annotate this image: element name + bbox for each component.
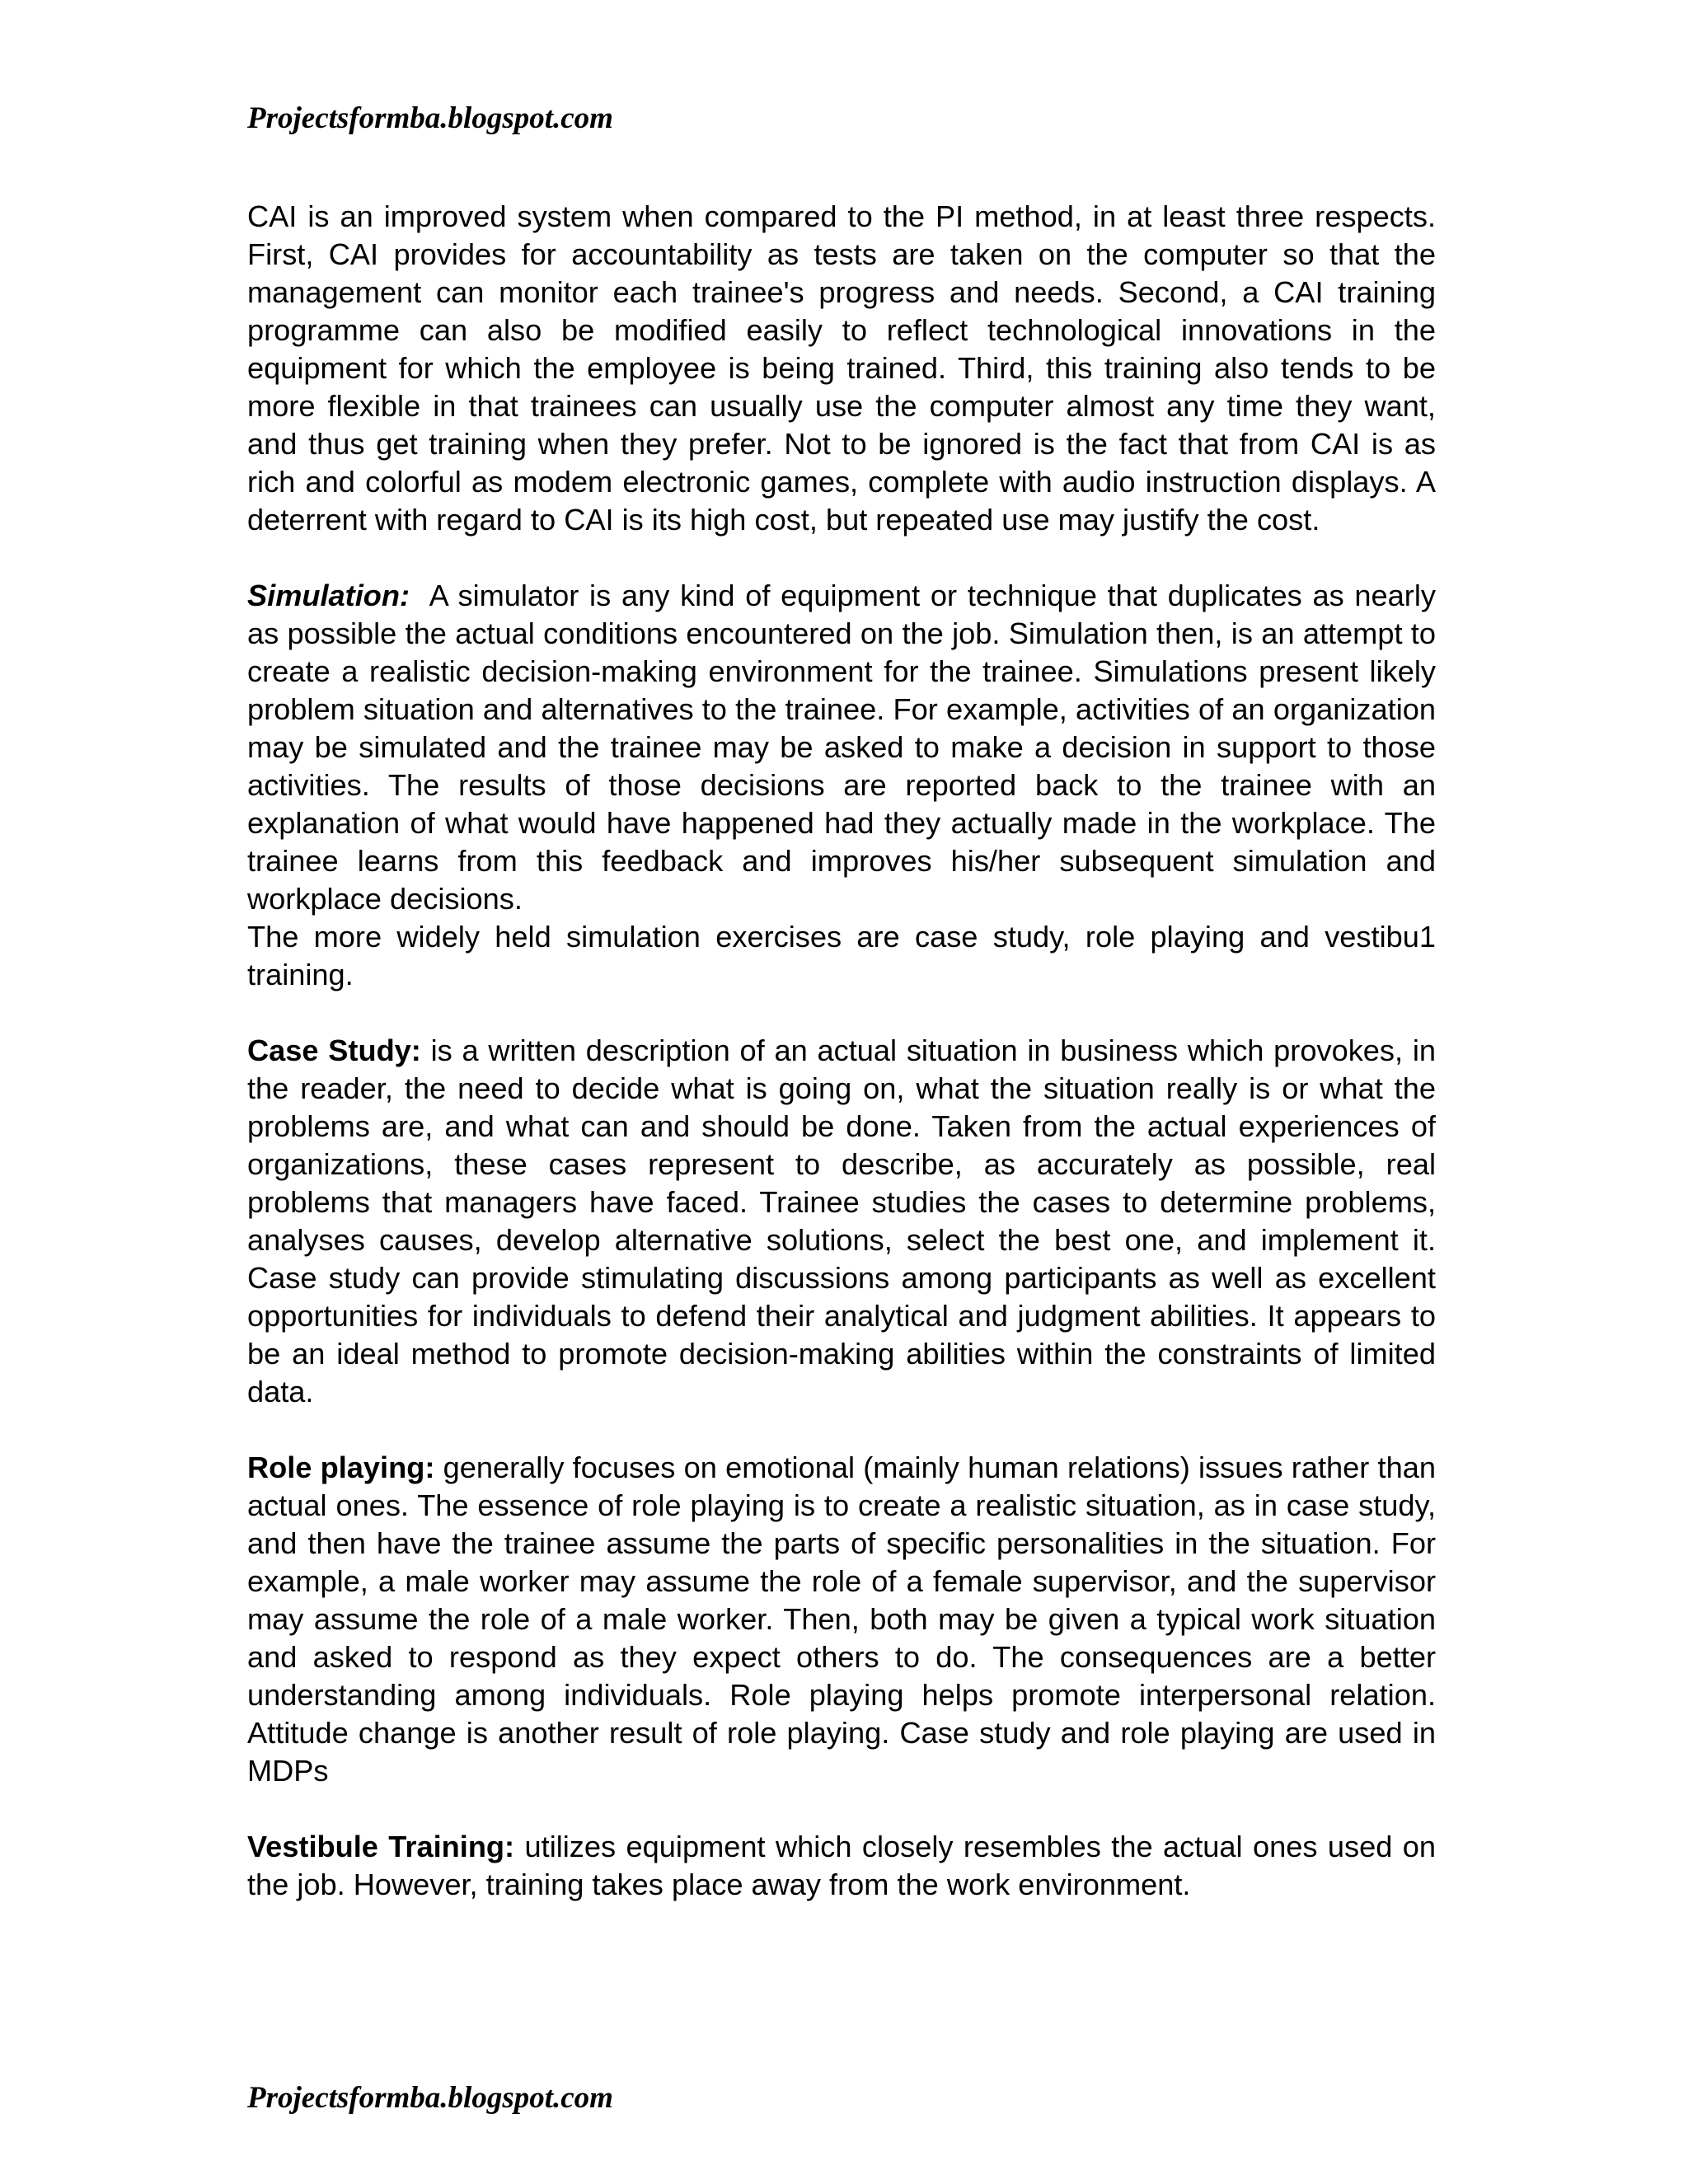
paragraph-cai-text: CAI is an improved system when compared to the PI method, in at least three respects. First, CAI provides for accountability as tests are taken on the computer so that the management can monitor each trainee's progress and needs. Second, a CAI training programme can also be modified easily to reflect technological innovations in the equipment for which the employee is being trained. Third, this training also tends to be more flexible in that trainees can usually use the computer almost any time they want, and thus get training when they prefer. Not to be ignored is the fact that from CAI is as rich and colorful as modem electronic games, complete with audio instruction displays. A deterrent with regard to CAI is its high cost, but repeated use may justify the cost. <box>247 199 1436 537</box>
paragraph-gap <box>247 1790 1436 1828</box>
paragraph-gap <box>247 1411 1436 1449</box>
paragraph-simulation-followup <box>247 918 1436 994</box>
term-simulation: Simulation: <box>247 579 410 612</box>
paragraph-cai <box>247 198 1436 539</box>
paragraph-role-playing-text: generally focuses on emotional (mainly human relations) issues rather than actual ones. The essence of role playing is to create a realistic situation, as in case study, and then have the trainee assume the parts of specific personalities in the situation. For example, a male worker may assume the role of a female supervisor, and the supervisor may assume the role of a male worker. Then, both may be given a typical work situation and asked to respond as they expect others to do. The consequences are a better understanding among individuals. Role playing helps promote interpersonal relation. Attitude change is another result of role playing. Case study and role playing are used in MDPs <box>247 1451 1436 1788</box>
paragraph-gap <box>247 539 1436 577</box>
paragraph-role-playing <box>247 1449 1436 1790</box>
paragraph-vestibule-text: utilizes equipment which closely resembles the actual ones used on the job. However, training takes place away from the work environment. <box>247 1830 1436 1901</box>
page-footer-site: Projectsformba.blogspot.com <box>247 2081 613 2115</box>
term-role-playing: Role playing: <box>247 1451 435 1484</box>
paragraph-vestibule <box>247 1828 1436 1904</box>
paragraph-simulation <box>247 577 1445 918</box>
paragraph-simulation-followup-text: The more widely held simulation exercises are case study, role playing and vestibu1 training. <box>247 920 1436 991</box>
paragraph-simulation-text: A simulator is any kind of equipment or technique that duplicates as nearly as possible the actual conditions encountered on the job. Simulation then, is an attempt to create a realistic decision-making environment for the trainee. Simulations present likely problem situation and alternatives to the trainee. For example, activities of an organization may be simulated and the trainee may be asked to make a decision in support to those activities. The results of those decisions are reported back to the trainee with an explanation of what would have happened had they actually made in the workplace. The trainee learns from this feedback and improves his/her subsequent simulation and workplace decisions. <box>247 579 1445 916</box>
paragraph-case-study-text: is a written description of an actual situation in business which provokes, in the reader, the need to decide what is going on, what the situation really is or what the problems are, and what can and should be done. Taken from the actual experiences of organizations, these cases represent to describe, as accurately as possible, real problems that managers have faced. Trainee studies the cases to determine problems, analyses causes, develop alternative solutions, select the best one, and implement it. Case study can provide stimulating discussions among participants as well as excellent opportunities for individuals to defend their analytical and judgment abilities. It appears to be an ideal method to promote decision-making abilities within the constraints of limited data. <box>247 1033 1437 1408</box>
term-vestibule-training: Vestibule Training: <box>247 1830 515 1863</box>
document-page <box>247 0 1445 2184</box>
page-header-site: Projectsformba.blogspot.com <box>247 101 613 135</box>
term-case-study: Case Study: <box>247 1033 421 1067</box>
document-body <box>247 198 1445 1904</box>
paragraph-gap <box>247 994 1436 1032</box>
paragraph-case-study <box>247 1032 1436 1411</box>
